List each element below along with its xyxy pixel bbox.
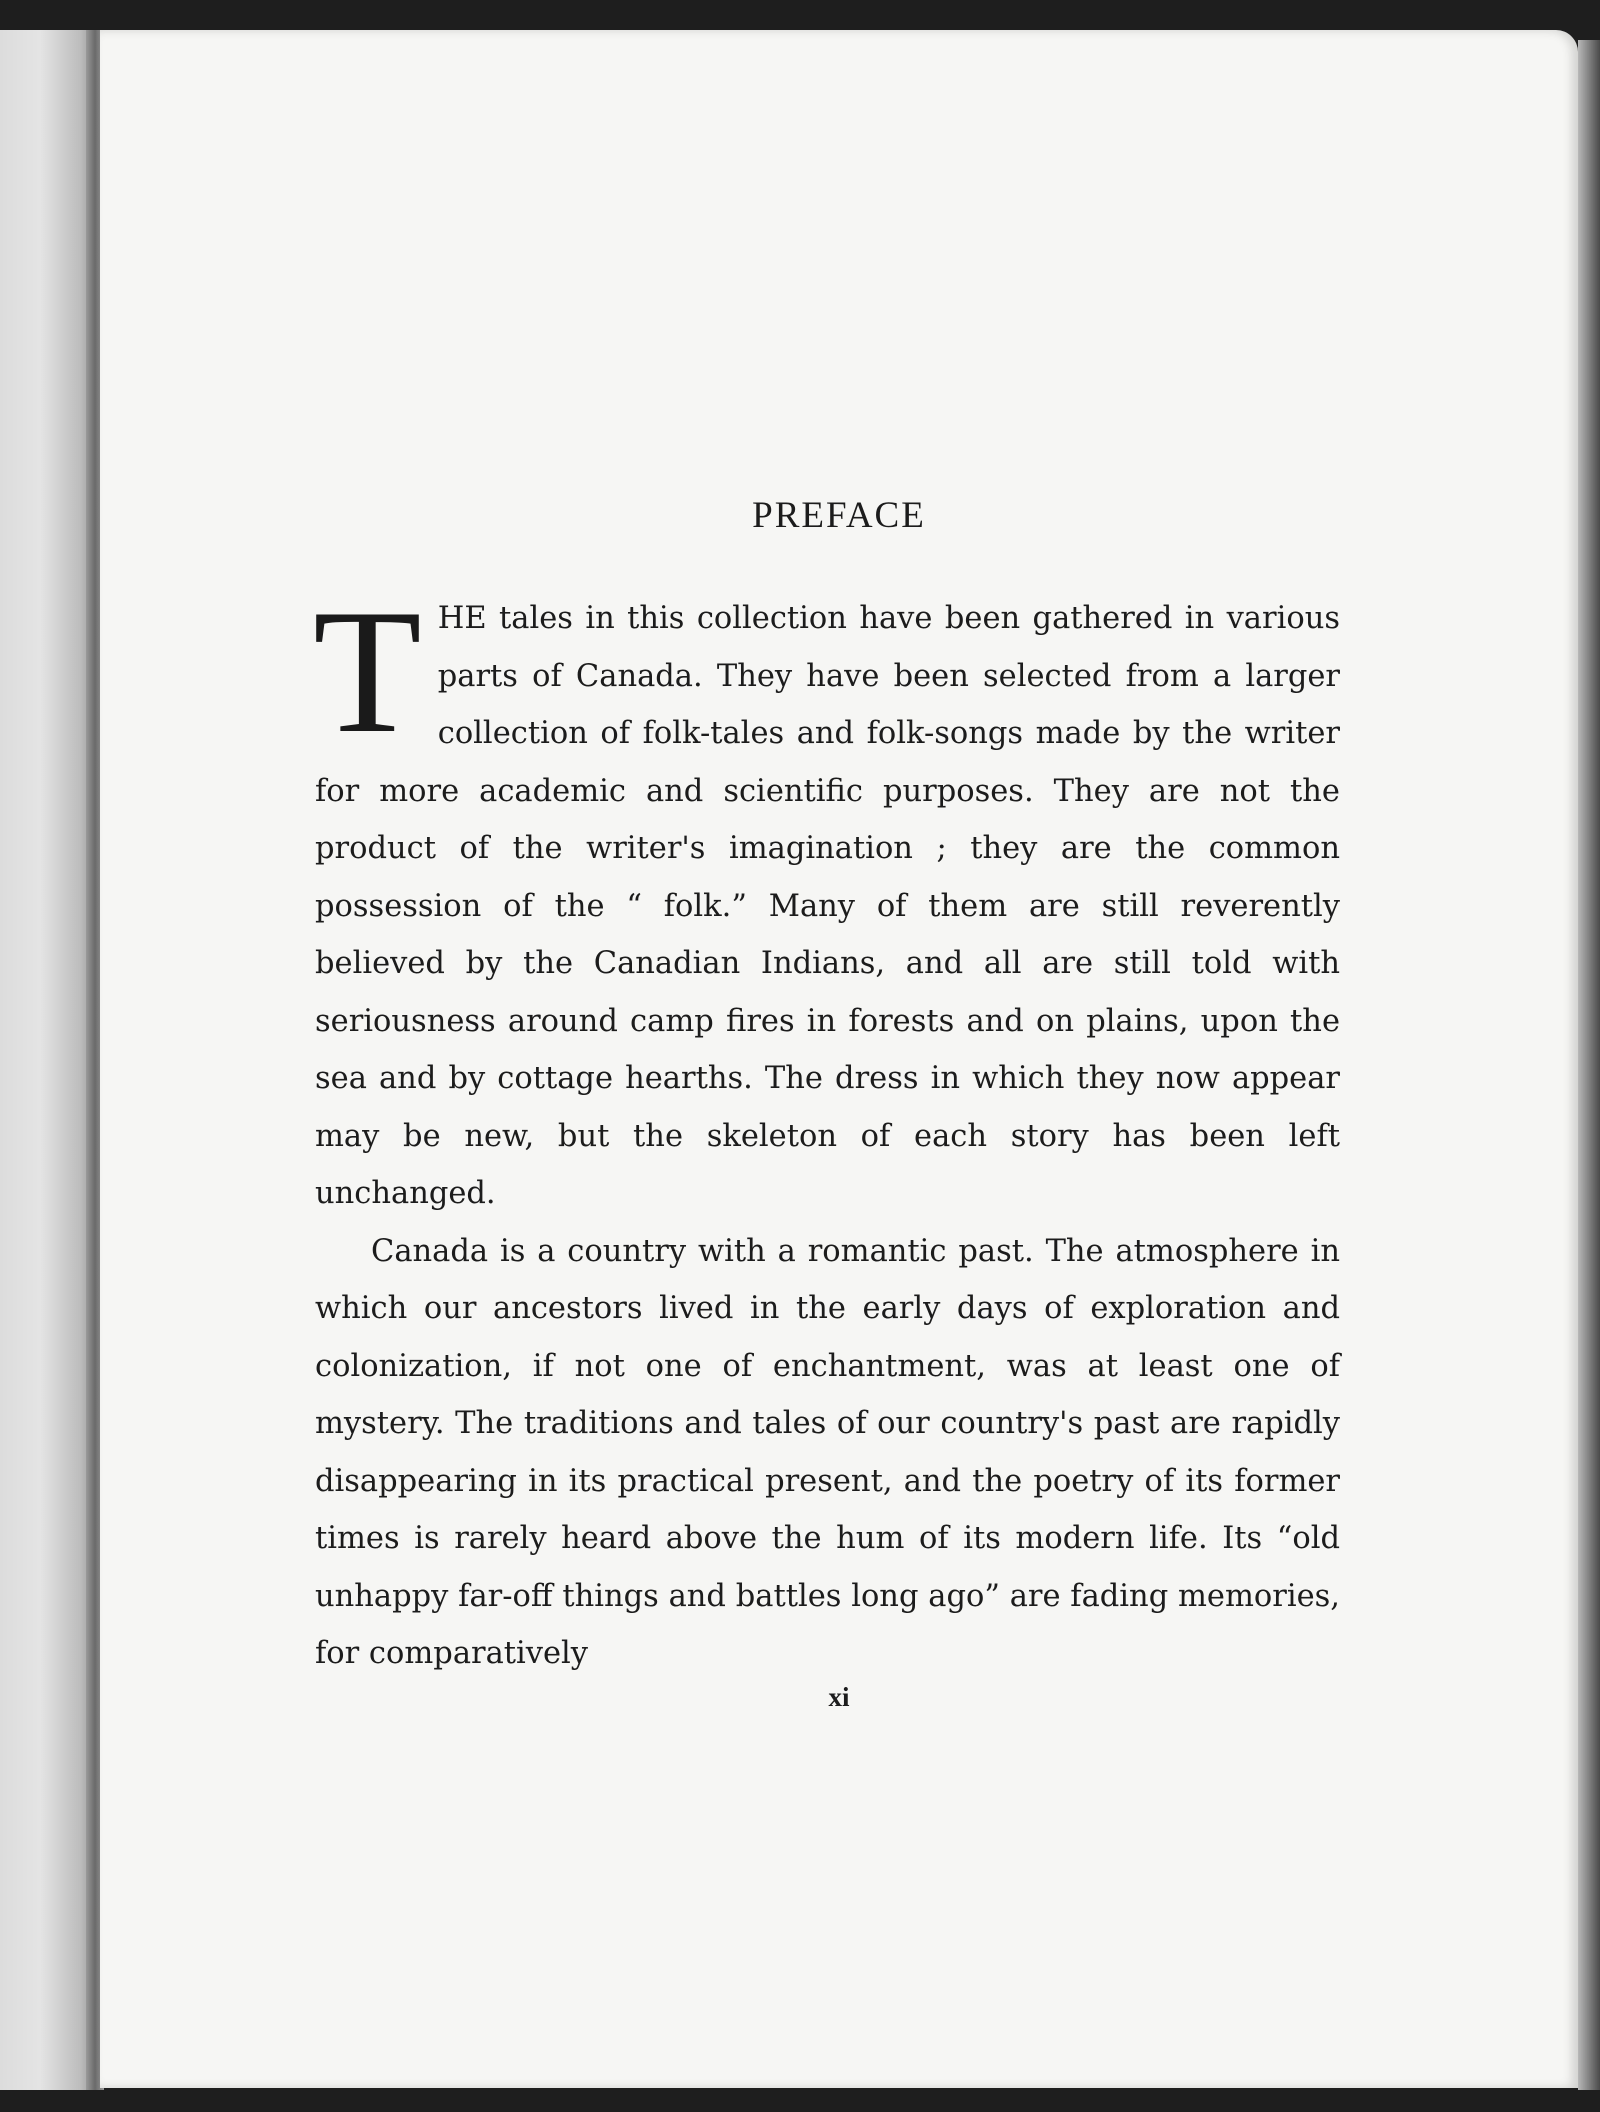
- page-number: xi: [828, 1682, 850, 1712]
- drop-cap-letter: T: [313, 572, 422, 770]
- preface-text: [313, 572, 1340, 1683]
- paragraph-1-text: HE tales in this collection have been gathered in various parts of Canada. They have been selected from a larger collection of folk-tales and folk-songs made by the writer for more academic and scientific purposes. They are not the product of the writer's imagination ; they are the common possession of the “ folk.” Many of them are still reverently believed by the Canadian Indians, and all are still told with seriousness around camp fires in forests and on plains, upon the sea and by cottage hearths. The dress in which they now appear may be new, but the skeleton of each story has been left unchanged.: [315, 601, 1340, 1211]
- left-page-edge: [0, 30, 100, 2090]
- book-page: [100, 30, 1578, 2088]
- paragraph-1: [313, 572, 1340, 1223]
- paragraph-2: Canada is a country with a romantic past. The atmosphere in which our ancestors lived in the early days of exploration and colonization, if not one of enchantment, was at least one of mystery. The traditions and tales of our country's past are rapidly disappearing in its practical present, and the poetry of its former times is rarely heard above the hum of its modern life. Its “old unhappy far-off things and battles long ago” are fading memories, for comparatively: [315, 1233, 1340, 1671]
- right-page-edge: [1578, 40, 1600, 2090]
- page-heading: PREFACE: [752, 495, 926, 536]
